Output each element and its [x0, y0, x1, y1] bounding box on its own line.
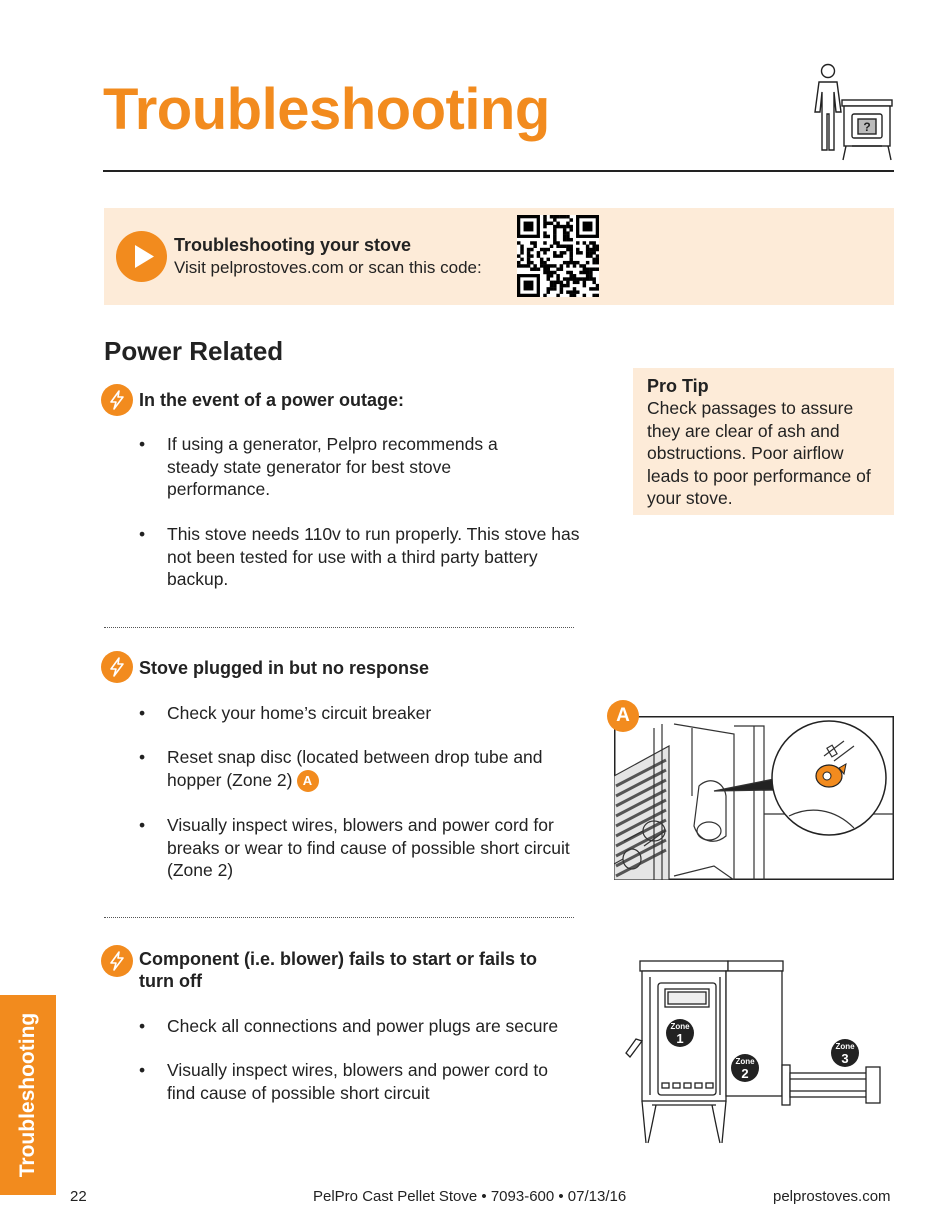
zone-word: Zone	[835, 1042, 855, 1051]
page-title: Troubleshooting	[103, 77, 550, 142]
title-divider	[103, 170, 894, 172]
figure-a-label: A	[607, 700, 639, 732]
svg-text:?: ?	[863, 120, 871, 134]
section-divider	[104, 917, 574, 918]
lightning-bolt-icon	[101, 651, 133, 683]
bullet-text: Check all connections and power plugs are secure	[167, 1016, 559, 1036]
footer-document-info: PelPro Cast Pellet Stove • 7093-600 • 07/13/16	[313, 1188, 627, 1205]
section-divider	[104, 627, 574, 628]
bullet-text: If using a generator, Pelpro recommends a steady state generator for best stove performance.	[167, 434, 498, 499]
video-banner	[104, 208, 894, 305]
bullet-mark: •	[139, 434, 146, 454]
bullet-mark: •	[139, 1060, 146, 1080]
bullet-mark: •	[139, 524, 146, 544]
play-icon	[116, 231, 167, 282]
issue-title: Component (i.e. blower) fails to start or fails to turn off	[139, 949, 538, 991]
qr-code-icon	[517, 215, 599, 297]
stove-zones-illustration	[612, 955, 887, 1147]
figure-a-marker: A	[297, 770, 319, 792]
person-with-stove-icon	[808, 62, 896, 162]
banner-text: Visit pelprostoves.com or scan this code:	[174, 258, 482, 277]
issue-title: Stove plugged in but no response	[139, 658, 430, 678]
pro-tip-title: Pro Tip	[647, 376, 709, 396]
footer-website: pelprostoves.com	[773, 1188, 891, 1205]
section-heading: Power Related	[104, 336, 284, 366]
bullet-text: This stove needs 110v to run properly. This stove has not been tested for use with a third party battery backup.	[167, 524, 580, 589]
bullet-text: Reset snap disc (located between drop tube and hopper (Zone 2)	[167, 747, 543, 790]
zone-number: 2	[741, 1066, 749, 1081]
lightning-bolt-icon	[101, 945, 133, 977]
bullet-mark: •	[139, 703, 146, 723]
play-button[interactable]	[116, 231, 167, 282]
issue-title: In the event of a power outage:	[139, 390, 405, 410]
bullet-mark: •	[139, 747, 146, 767]
lightning-bolt-icon	[101, 384, 133, 416]
zone-word: Zone	[735, 1057, 755, 1066]
banner-title: Troubleshooting your stove	[174, 235, 412, 255]
bullet-mark: •	[139, 1016, 146, 1036]
pro-tip-text: Check passages to assure they are clear of ash and obstructions. Poor airflow leads to poor performance of your stove.	[647, 398, 871, 508]
zone-number: 3	[841, 1051, 849, 1066]
side-tab-label: Troubleshooting	[16, 1012, 39, 1178]
bullet-text: Check your home’s circuit breaker	[167, 703, 432, 723]
qr-code[interactable]	[517, 215, 599, 297]
bullet-text-with-marker	[167, 746, 577, 792]
zone-word: Zone	[670, 1022, 690, 1031]
bullet-text: Visually inspect wires, blowers and power cord to find cause of possible short circuit	[167, 1060, 548, 1103]
snap-disc-illustration	[614, 716, 894, 880]
zone-number: 1	[676, 1031, 684, 1046]
page-number: 22	[70, 1188, 87, 1205]
bullet-mark: •	[139, 815, 146, 835]
bullet-text: Visually inspect wires, blowers and power cord for breaks or wear to find cause of possible short circuit (Zone 2)	[167, 815, 570, 880]
